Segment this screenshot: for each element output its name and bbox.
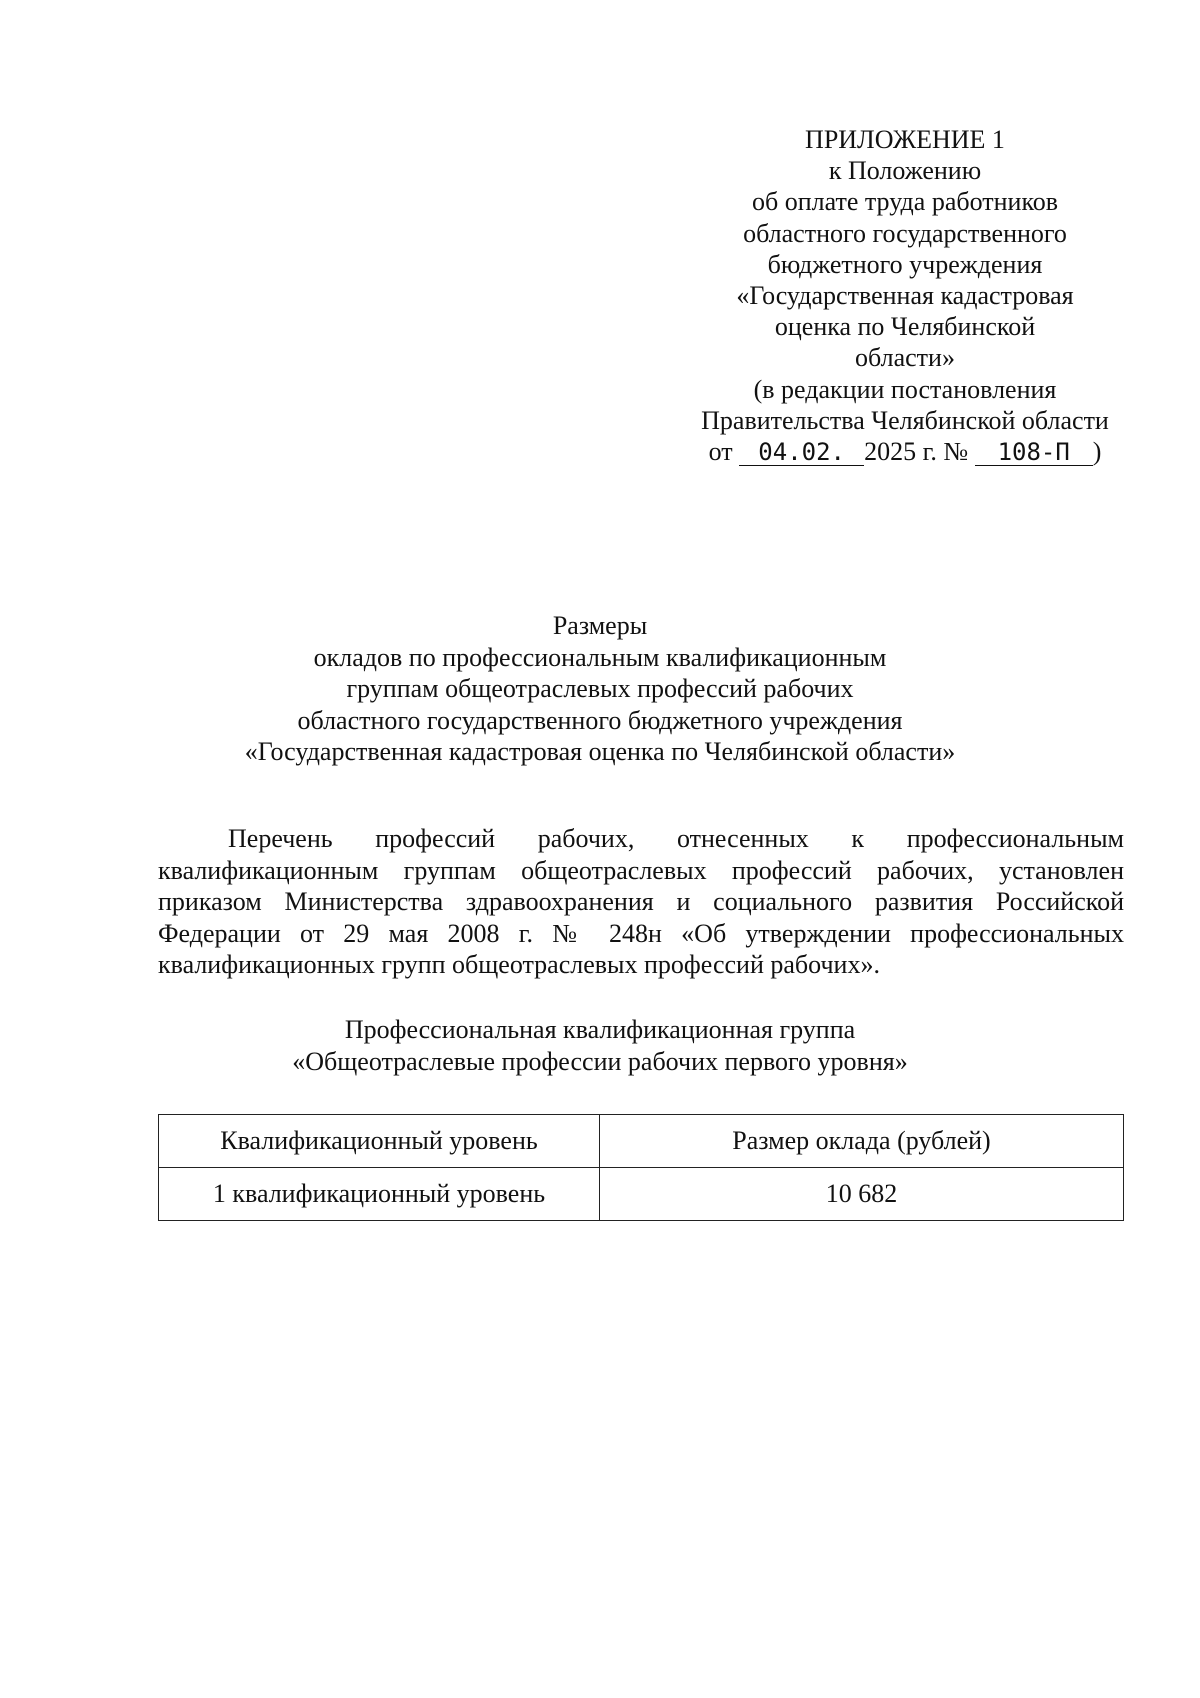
salary-table (158, 1114, 1124, 1221)
appendix-line: (в редакции постановления (753, 374, 1057, 404)
appendix-line: оценка по Челябинской (774, 312, 1036, 342)
appendix-header (670, 124, 1140, 467)
title-line: окладов по профессиональным квалификационным (313, 642, 887, 672)
year-suffix: 2025 г. (864, 437, 937, 467)
title-line: областного государственного бюджетного учреждения (297, 705, 903, 735)
appendix-line: к Положению (828, 156, 982, 186)
appendix-title: ПРИЛОЖЕНИЕ 1 (805, 125, 1005, 154)
title-line: Размеры (552, 611, 648, 640)
date-prefix: от (708, 437, 733, 467)
paragraph-line: приказом Министерства здравоохранения и социального развития Российской (158, 887, 1124, 916)
number-value: 108-П (975, 439, 1093, 466)
paragraph-line: квалификационных групп общеотраслевых профессий рабочих». (158, 950, 880, 979)
appendix-date-line (670, 436, 1140, 467)
header-salary: Размер оклада (рублей) (600, 1115, 1124, 1168)
table-header-row (159, 1115, 1124, 1168)
appendix-line: области» (855, 343, 955, 373)
number-sign: № (943, 437, 969, 467)
closing-paren: ) (1092, 437, 1102, 467)
appendix-line: об оплате труда работников (751, 187, 1059, 217)
appendix-line: Правительства Челябинской области (701, 405, 1109, 435)
header-qualification-level: Квалификационный уровень (159, 1115, 600, 1168)
qualification-group-heading (150, 1014, 1050, 1077)
appendix-line: бюджетного учреждения (767, 249, 1043, 279)
paragraph-line: квалификационным группам общеотраслевых профессий рабочих, установлен (158, 855, 1124, 885)
appendix-line: областного государственного (743, 218, 1067, 248)
intro-paragraph (158, 823, 1124, 981)
title-line: «Государственная кадастровая оценка по Челябинской области» (244, 737, 956, 766)
title-line: группам общеотраслевых профессий рабочих (346, 674, 854, 703)
group-line: Профессиональная квалификационная группа (344, 1015, 856, 1044)
cell-qualification-level: 1 квалификационный уровень (159, 1168, 600, 1221)
date-value: 04.02. (739, 439, 864, 466)
cell-salary: 10 682 (600, 1168, 1124, 1221)
group-line: «Общеотраслевые профессии рабочих первого уровня» (292, 1046, 908, 1076)
paragraph-line: Перечень профессий рабочих, отнесенных к профессиональным (228, 824, 1124, 853)
paragraph-line: Федерации от 29 мая 2008 г. № 248н «Об утверждении профессиональных (158, 918, 1124, 948)
appendix-line: «Государственная кадастровая (736, 281, 1074, 311)
table-row (159, 1168, 1124, 1221)
document-title (150, 610, 1050, 768)
